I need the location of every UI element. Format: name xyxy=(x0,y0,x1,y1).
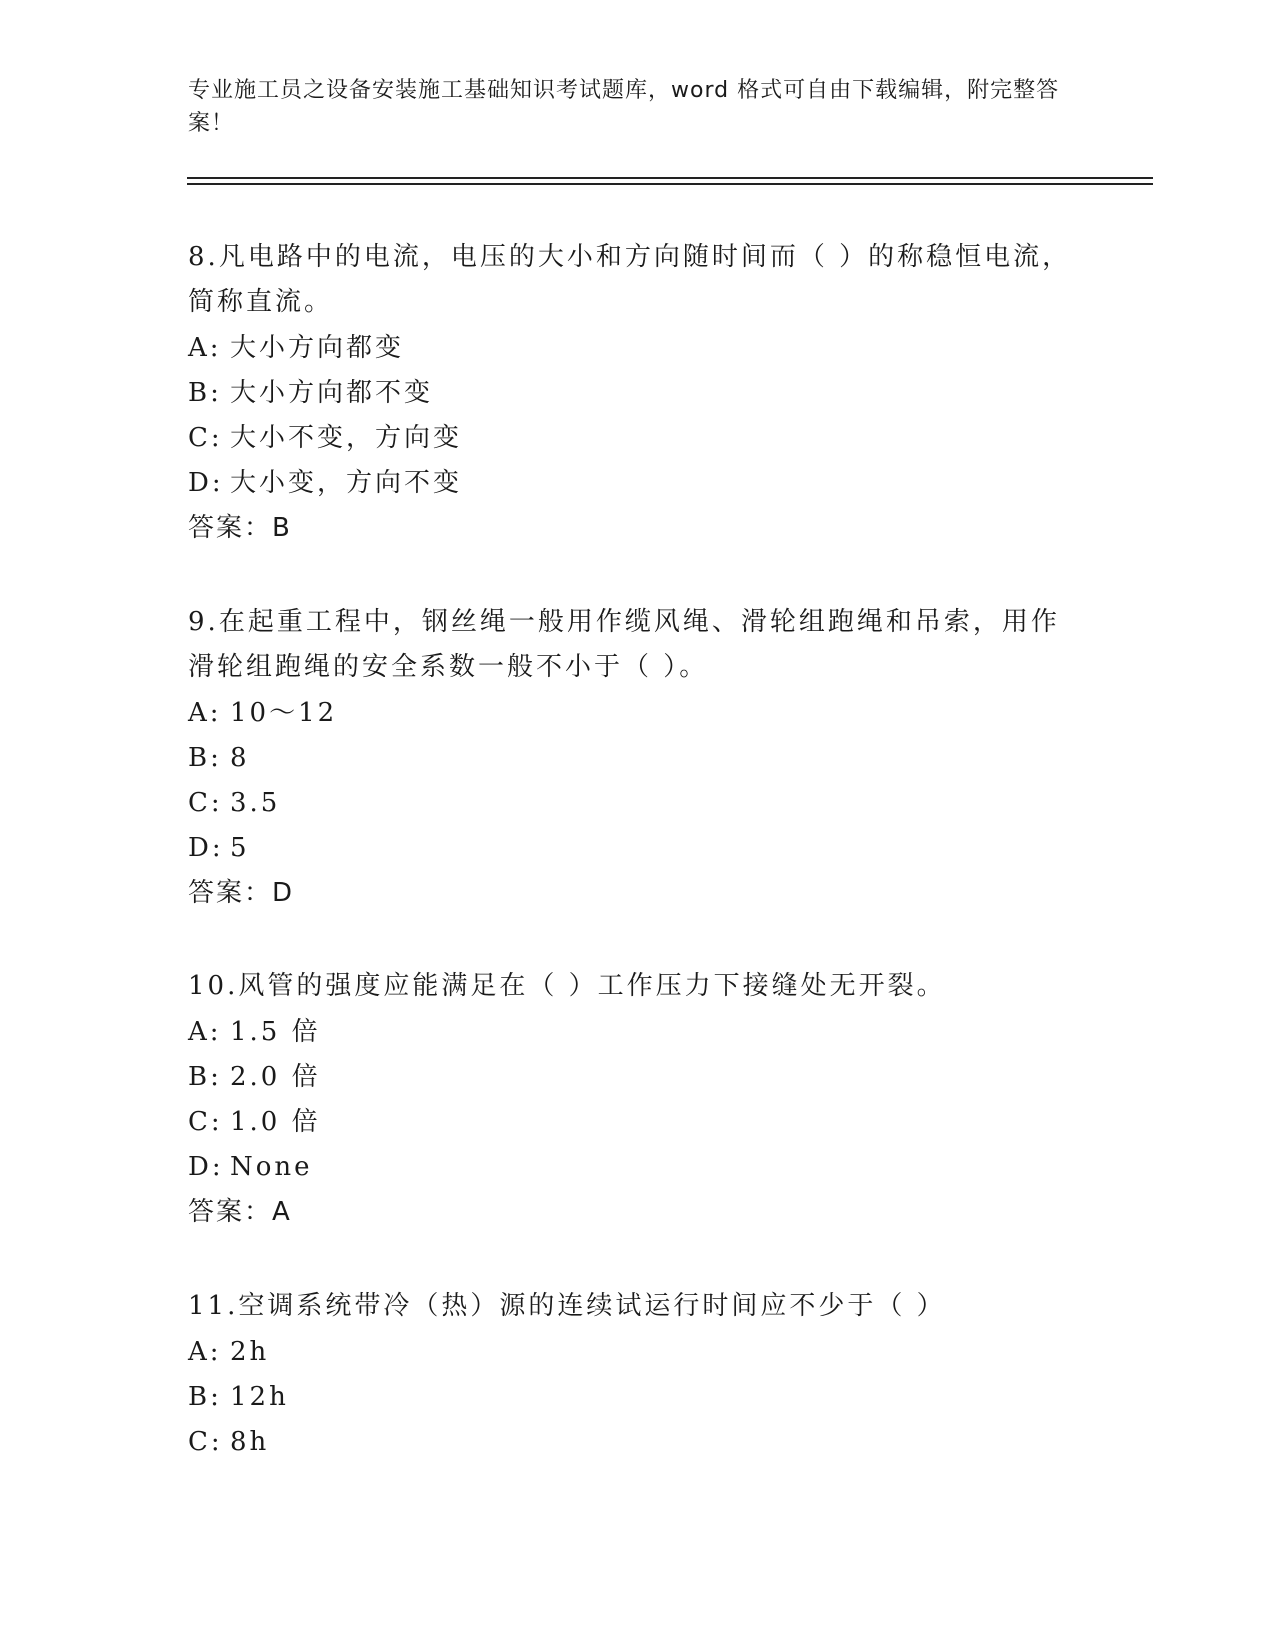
option-letter: C: xyxy=(188,1107,223,1137)
option-b xyxy=(188,736,1088,781)
header-divider-bottom xyxy=(187,183,1153,185)
option-letter: A: xyxy=(188,1017,222,1047)
option-c xyxy=(188,416,1088,461)
option-a xyxy=(188,1010,1088,1055)
question-11 xyxy=(188,1284,1088,1465)
option-text: 8h xyxy=(230,1427,270,1457)
option-c xyxy=(188,1100,1088,1145)
option-text: None xyxy=(230,1152,313,1182)
option-c xyxy=(188,1420,1088,1465)
question-stem xyxy=(188,600,1088,690)
option-d xyxy=(188,826,1088,871)
answer-value: A xyxy=(272,1197,292,1227)
question-8 xyxy=(188,235,1088,551)
question-number: 11. xyxy=(188,1291,239,1321)
question-stem xyxy=(188,235,1088,325)
answer-line xyxy=(188,506,1088,551)
option-text: 2.0 倍 xyxy=(230,1062,321,1092)
option-text: 8 xyxy=(230,743,250,773)
option-b xyxy=(188,1055,1088,1100)
option-c xyxy=(188,781,1088,826)
option-a xyxy=(188,1330,1088,1375)
answer-label: 答案： xyxy=(188,513,273,543)
question-number: 10. xyxy=(188,971,239,1001)
option-text: 1.5 倍 xyxy=(230,1017,321,1047)
option-letter: D: xyxy=(188,833,224,863)
option-letter: C: xyxy=(188,1427,223,1457)
option-text: 2h xyxy=(230,1337,270,1367)
option-letter: B: xyxy=(188,743,222,773)
option-text: 大小方向都不变 xyxy=(230,378,434,408)
question-9 xyxy=(188,600,1088,916)
option-letter: C: xyxy=(188,423,223,453)
question-text: 在起重工程中，钢丝绳一般用作缆风绳、滑轮组跑绳和吊索，用作滑轮组跑绳的安全系数一般不小于（ ）。 xyxy=(188,607,1060,682)
header-divider-top xyxy=(187,177,1153,179)
option-letter: B: xyxy=(188,1062,222,1092)
header-text: 专业施工员之设备安装施工基础知识考试题库，word 格式可自由下载编辑，附完整答案！ xyxy=(188,78,1060,136)
answer-label: 答案： xyxy=(188,1197,273,1227)
question-number: 9. xyxy=(188,607,219,637)
document-header xyxy=(188,74,1078,140)
option-text: 10～12 xyxy=(230,698,338,728)
question-stem xyxy=(188,964,1088,1009)
option-text: 大小变，方向不变 xyxy=(230,468,463,498)
option-text: 12h xyxy=(230,1382,289,1412)
answer-label: 答案： xyxy=(188,878,273,908)
option-letter: A: xyxy=(188,1337,222,1367)
option-letter: B: xyxy=(188,1382,222,1412)
answer-line xyxy=(188,871,1088,916)
option-d xyxy=(188,461,1088,506)
answer-line xyxy=(188,1190,1088,1235)
answer-value: B xyxy=(272,513,292,543)
option-d xyxy=(188,1145,1088,1190)
option-a xyxy=(188,326,1088,371)
question-text: 空调系统带冷（热）源的连续试运行时间应不少于（ ） xyxy=(238,1291,946,1321)
option-letter: D: xyxy=(188,1152,224,1182)
option-letter: A: xyxy=(188,698,222,728)
answer-value: D xyxy=(272,878,295,908)
question-text: 风管的强度应能满足在（ ）工作压力下接缝处无开裂。 xyxy=(238,971,946,1001)
option-letter: A: xyxy=(188,333,222,363)
option-a xyxy=(188,691,1088,736)
question-stem xyxy=(188,1284,1088,1329)
option-b xyxy=(188,371,1088,416)
option-letter: D: xyxy=(188,468,224,498)
option-text: 1.0 倍 xyxy=(230,1107,321,1137)
option-text: 5 xyxy=(230,833,250,863)
option-b xyxy=(188,1375,1088,1420)
question-10 xyxy=(188,964,1088,1235)
option-text: 大小不变，方向变 xyxy=(230,423,463,453)
option-text: 大小方向都变 xyxy=(230,333,405,363)
question-number: 8. xyxy=(188,242,219,272)
question-text: 凡电路中的电流，电压的大小和方向随时间而（ ）的称稳恒电流，简称直流。 xyxy=(188,242,1072,317)
option-text: 3.5 xyxy=(230,788,281,818)
option-letter: C: xyxy=(188,788,223,818)
option-letter: B: xyxy=(188,378,222,408)
